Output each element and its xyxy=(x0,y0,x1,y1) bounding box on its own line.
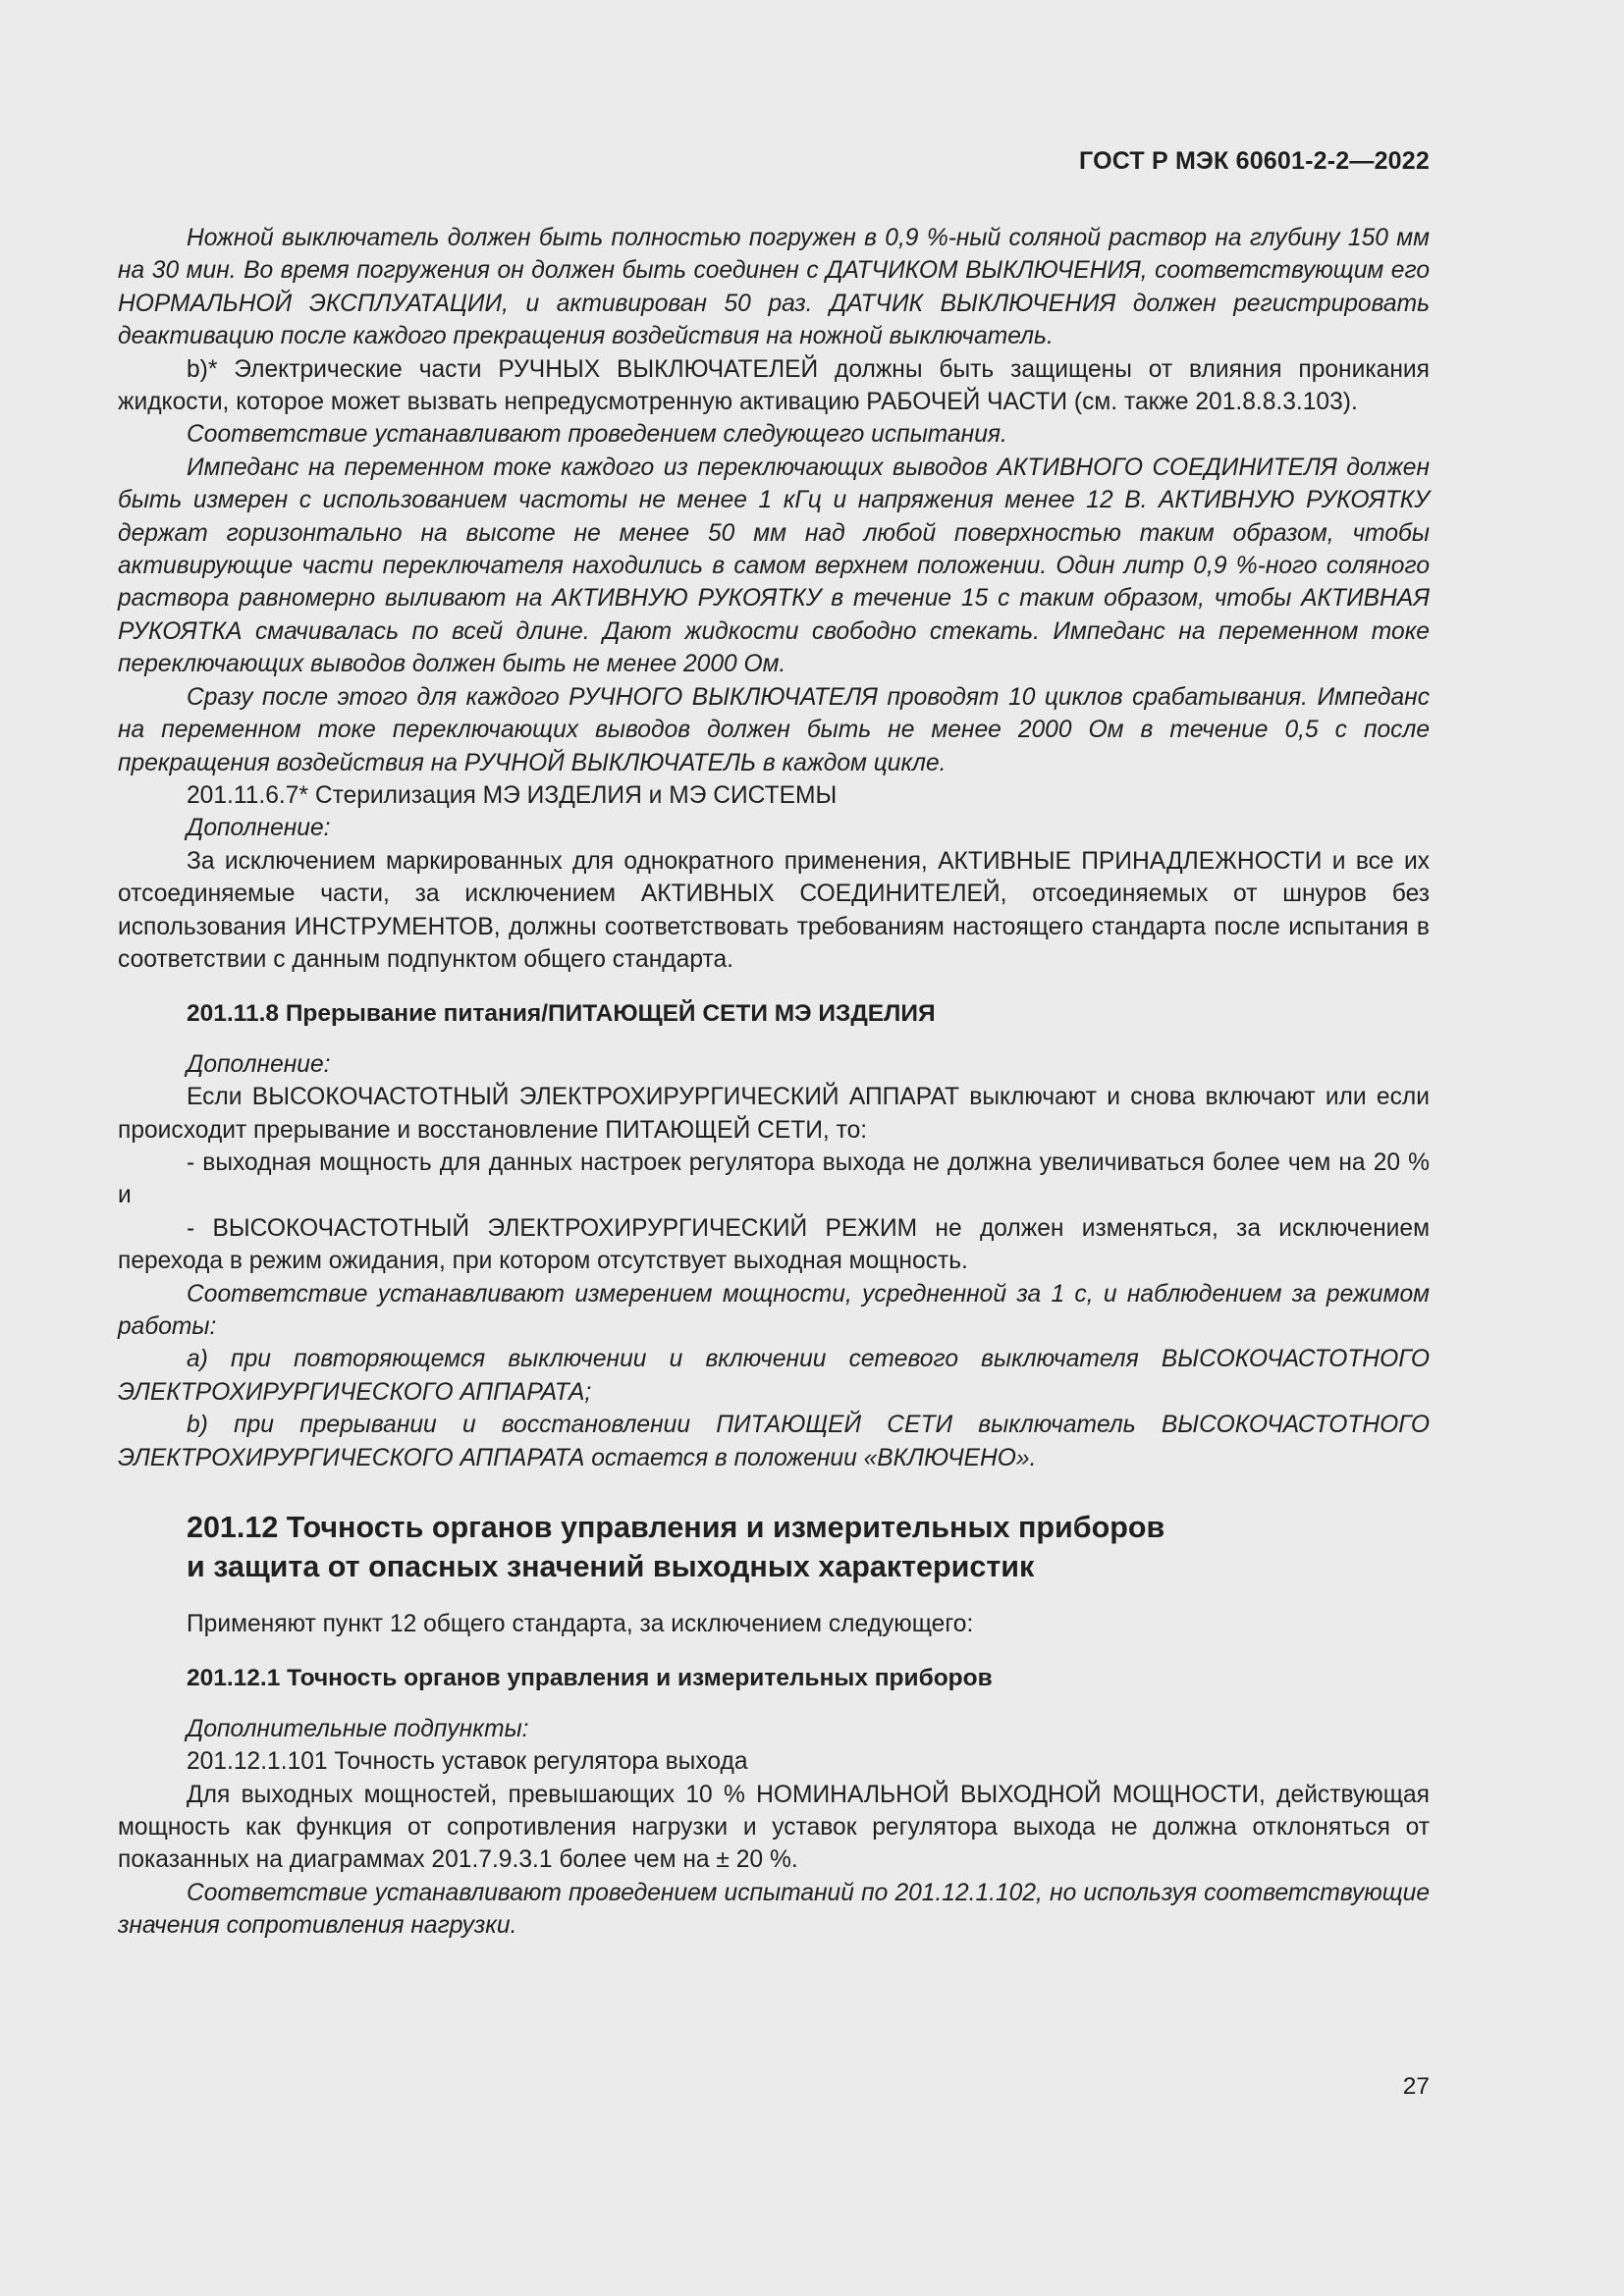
paragraph: b)* Электрические части РУЧНЫХ ВЫКЛЮЧАТЕЛЕЙ должны быть защищены от влияния проникания жидкости, которое может вызвать непредусмотренную активацию РАБОЧЕЙ ЧАСТИ (см. также 201.8.8.3.103). xyxy=(118,355,1430,416)
paragraph-group-1 xyxy=(118,222,1430,976)
paragraph: Сразу после этого для каждого РУЧНОГО ВЫКЛЮЧАТЕЛЯ проводят 10 циклов срабатывания. Импеданс на переменном токе переключающих выводов должен быть не менее 2000 Ом в течение 0,5 с после прекращения воздействия на РУЧНОЙ ВЫКЛЮЧАТЕЛЬ в каждом цикле. xyxy=(118,683,1430,776)
section-heading: 201.11.8 Прерывание питания/ПИТАЮЩЕЙ СЕТИ МЭ ИЗДЕЛИЯ xyxy=(187,1000,936,1028)
list-item: a) при повторяющемся выключении и включении сетевого выключателя ВЫСОКОЧАСТОТНОГО ЭЛЕКТРОХИРУРГИЧЕСКОГО АППАРАТА; xyxy=(118,1346,1430,1406)
paragraph-group-2 xyxy=(118,1048,1430,1474)
paragraph: Если ВЫСОКОЧАСТОТНЫЙ ЭЛЕКТРОХИРУРГИЧЕСКИЙ АППАРАТ выключают и снова включают или если происходит прерывание и восстановление ПИТАЮЩЕЙ СЕТИ, то: xyxy=(118,1084,1430,1144)
clause-heading-line: 201.12 Точность органов управления и измерительных приборов xyxy=(187,1511,1165,1545)
page-number: 27 xyxy=(1402,2073,1430,2100)
paragraph: Применяют пункт 12 общего стандарта, за исключением следующего: xyxy=(187,1611,974,1638)
paragraph: Импеданс на переменном токе каждого из переключающих выводов АКТИВНОГО СОЕДИНИТЕЛЯ должен быть измерен с использованием частоты не менее 1 кГц и напряжения менее 12 В. АКТИВНУЮ РУКОЯТКУ держат горизонтально на высоте не менее 50 мм над любой поверхностью таким образом, чтобы активирующие части переключателя находились в самом верхнем положении. Один литр 0,9 %-ного соляного раствора равномерно выливают на АКТИВНУЮ РУКОЯТКУ в течение 15 с таким образом, чтобы АКТИВНАЯ РУКОЯТКА смачивалась по всей длине. Дают жидкости свободно стекать. Импеданс на переменном токе переключающих выводов должен быть не менее 2000 Ом. xyxy=(118,454,1430,678)
subclause-title: 201.12.1.101 Точность уставок регулятора выхода xyxy=(187,1748,748,1776)
document-id: ГОСТ Р МЭК 60601-2-2—2022 xyxy=(1079,147,1430,175)
clause-heading xyxy=(118,1508,1430,1586)
paragraph: Соответствие устанавливают проведением следующего испытания. xyxy=(187,421,1007,449)
paragraph: Дополнение: xyxy=(187,815,331,842)
paragraph: Для выходных мощностей, превышающих 10 % НОМИНАЛЬНОЙ ВЫХОДНОЙ МОЩНОСТИ, действующая мощность как функция от сопротивления нагрузки и уставок регулятора выхода не должна отклоняться от показанных на диаграммах 201.7.9.3.1 более чем на ± 20 %. xyxy=(118,1781,1430,1874)
subclause-title: 201.11.6.7* Стерилизация МЭ ИЗДЕЛИЯ и МЭ СИСТЕМЫ xyxy=(187,781,838,809)
page-content xyxy=(118,222,1430,1943)
paragraph: Соответствие устанавливают измерением мощности, усредненной за 1 с, и наблюдением за режимом работы: xyxy=(118,1280,1430,1340)
list-item: - выходная мощность для данных настроек регулятора выхода не должна увеличиваться более чем на 20 % и xyxy=(118,1148,1430,1209)
clause-heading-line: и защита от опасных значений выходных характеристик xyxy=(187,1550,1035,1584)
paragraph-group-3 xyxy=(118,1713,1430,1943)
paragraph: Ножной выключатель должен быть полностью погружен в 0,9 %-ный соляной раствор на глубину 150 мм на 30 мин. Во время погружения он должен быть соединен с ДАТЧИКОМ ВЫКЛЮЧЕНИЯ, соответствующим его НОРМАЛЬНОЙ ЭКСПЛУАТАЦИИ, и активирован 50 раз. ДАТЧИК ВЫКЛЮЧЕНИЯ должен регистрировать деактивацию после каждого прекращения воздействия на ножной выключатель. xyxy=(118,225,1430,350)
list-item: b) при прерывании и восстановлении ПИТАЮЩЕЙ СЕТИ выключатель ВЫСОКОЧАСТОТНОГО ЭЛЕКТРОХИРУРГИЧЕСКОГО АППАРАТА остается в положении «ВКЛЮЧЕНО». xyxy=(118,1412,1430,1471)
paragraph: Соответствие устанавливают проведением испытаний по 201.12.1.102, но используя соответствующие значения сопротивления нагрузки. xyxy=(118,1879,1430,1940)
list-item: - ВЫСОКОЧАСТОТНЫЙ ЭЛЕКТРОХИРУРГИЧЕСКИЙ РЕЖИМ не должен изменяться, за исключением перехода в режим ожидания, при котором отсутствует выходная мощность. xyxy=(118,1214,1430,1275)
paragraph: Дополнение: xyxy=(187,1050,331,1078)
paragraph: Дополнительные подпункты: xyxy=(187,1715,529,1742)
paragraph: За исключением маркированных для однократного применения, АКТИВНЫЕ ПРИНАДЛЕЖНОСТИ и все их отсоединяемые части, за исключением АКТИВНЫХ СОЕДИНИТЕЛЕЙ, отсоединяемых от шнуров без использования ИНСТРУМЕНТОВ, должны соответствовать требованиям настоящего стандарта после испытания в соответствии с данным подпунктом общего стандарта. xyxy=(118,847,1430,973)
section-heading: 201.12.1 Точность органов управления и измерительных приборов xyxy=(187,1665,993,1692)
